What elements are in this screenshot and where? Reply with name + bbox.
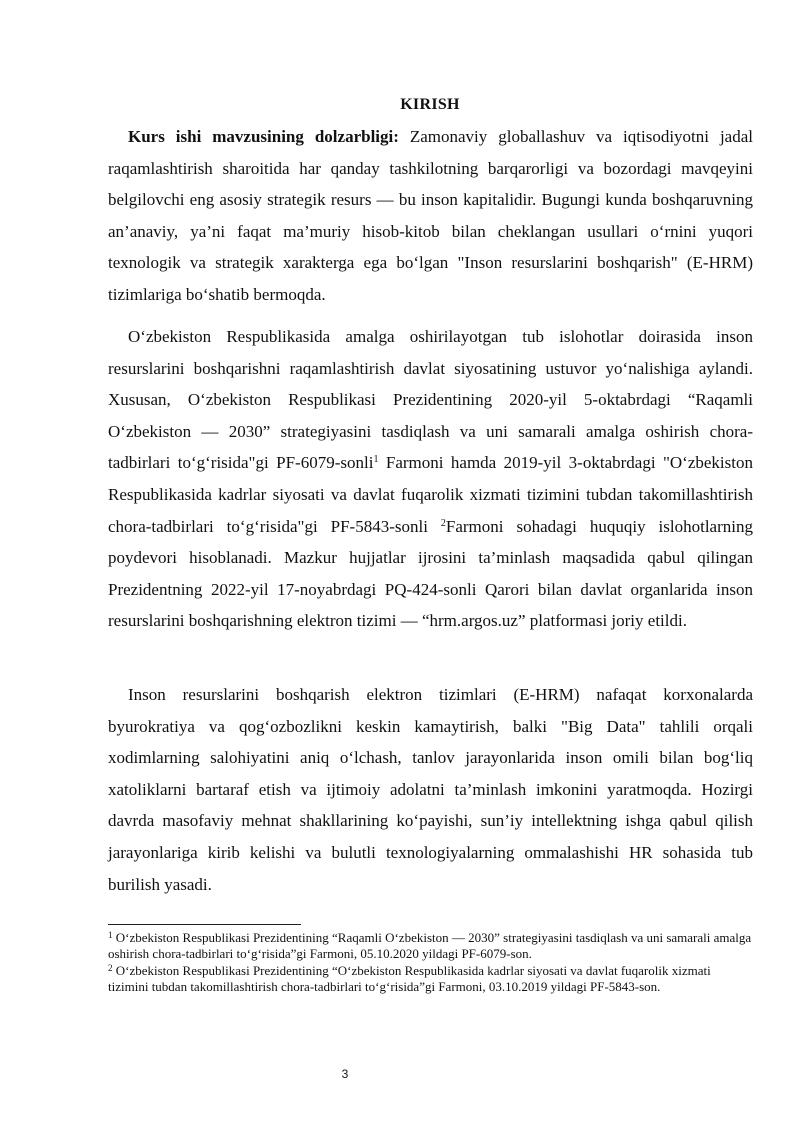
footnote-1	[108, 930, 753, 963]
paragraph-text-part3: Farmoni sohadagi huquqiy islohotlarning poydevori hisoblanadi. Mazkur hujjatlar ijrosini ta’minlash maqsadida qabul qilingan Prezidentning 2022-yil 17-noyabrdagi PQ-424-sonli Qarori bilan davlat organlarida inson resurslarini boshqarishning elektron tizimi — “hrm.argos.uz” platformasi joriy etildi.	[108, 516, 753, 631]
paragraph-text: Inson resurslarini boshqarish elektron tizimlari (E-HRM) nafaqat korxonalarda byurokratiya va qogʻozbozlikni keskin kamaytirish, balki "Big Data" tahlili orqali xodimlarning salohiyatini aniq oʻlchash, tanlov jarayonlarida inson omili bilan bogʻliq xatoliklarni bartaraf etish va ijtimoiy adolatni ta’minlash imkonini yaratmoqda. Hozirgi davrda masofaviy mehnat shakllarining koʻpayishi, sun’iy intellektning ishga qabul qilish jarayonlariga kirib kelishi va bulutli texnologiyalarning ommalashishi HR sohasida tub burilish yasadi.	[108, 685, 753, 894]
paragraph-text: Zamonaviy globallashuv va iqtisodiyotni jadal raqamlashtirish sharoitida har qanday tashkilotning barqarorligi va bozordagi mavqeyini belgilovchi eng asosiy strategik resurs — bu inson kapitalidir. Bugungi kunda boshqaruvning an’anaviy, ya’ni faqat ma’muriy hisob-kitob bilan cheklangan usullari oʻrnini yuqori texnologik va strategik xarakterga ega boʻlgan "Inson resurslarini boshqarish" (E-HRM) tizimlariga boʻshatib bermoqda.	[108, 127, 753, 304]
paragraph-relevance	[108, 121, 753, 311]
paragraph-legal-basis	[108, 321, 753, 637]
footnotes	[108, 930, 753, 995]
page-number: 3	[341, 1067, 349, 1081]
footnote-text: Oʻzbekiston Respublikasi Prezidentining “Oʻzbekiston Respublikasida kadrlar siyosati va davlat fuqarolik xizmati tizimini tubdan takomillashtirish chora-tadbirlari toʻgʻrisida”gi Farmoni, 03.10.2019 yildagi PF-5843-son.	[108, 962, 711, 994]
paragraph-ehrm	[108, 679, 753, 900]
footnote-2	[108, 963, 753, 996]
paragraph-text-part1: Oʻzbekiston Respublikasida amalga oshirilayotgan tub islohotlar doirasida inson resurslarini boshqarishni raqamlashtirish davlat siyosatining ustuvor yoʻnalishiga aylandi. Xususan, Oʻzbekiston Respublikasi Prezidentining 2020-yil 5-oktabrdagi “Raqamli Oʻzbekiston — 2030” strategiyasini tasdiqlash va uni samarali amalga oshirish chora-tadbirlari toʻgʻrisida"gi PF-6079-sonli	[108, 327, 753, 473]
paragraph-lead: Kurs ishi mavzusining dolzarbligi:	[128, 127, 399, 146]
paragraph-text-part2: Farmoni hamda 2019-yil 3-oktabrdagi "Oʻzbekiston Respublikasida kadrlar siyosati va davlat fuqarolik xizmati tizimini tubdan takomillashtirish chora-tadbirlari toʻgʻrisida"gi PF-5843-sonli	[108, 453, 753, 536]
section-title: KIRISH	[400, 96, 460, 113]
footnote-ref-2[interactable]: 2	[440, 517, 446, 529]
footnote-separator	[108, 924, 301, 925]
footnote-marker: 1	[108, 930, 113, 940]
footnote-marker: 2	[108, 962, 113, 973]
footnote-text: Oʻzbekiston Respublikasi Prezidentining “Raqamli Oʻzbekiston — 2030” strategiyasini tasdiqlash va uni samarali amalga oshirish chora-tadbirlari toʻgʻrisida”gi Farmoni, 05.10.2020 yildagi PF-6079-son.	[108, 930, 752, 962]
footnote-ref-1[interactable]: 1	[373, 454, 379, 466]
